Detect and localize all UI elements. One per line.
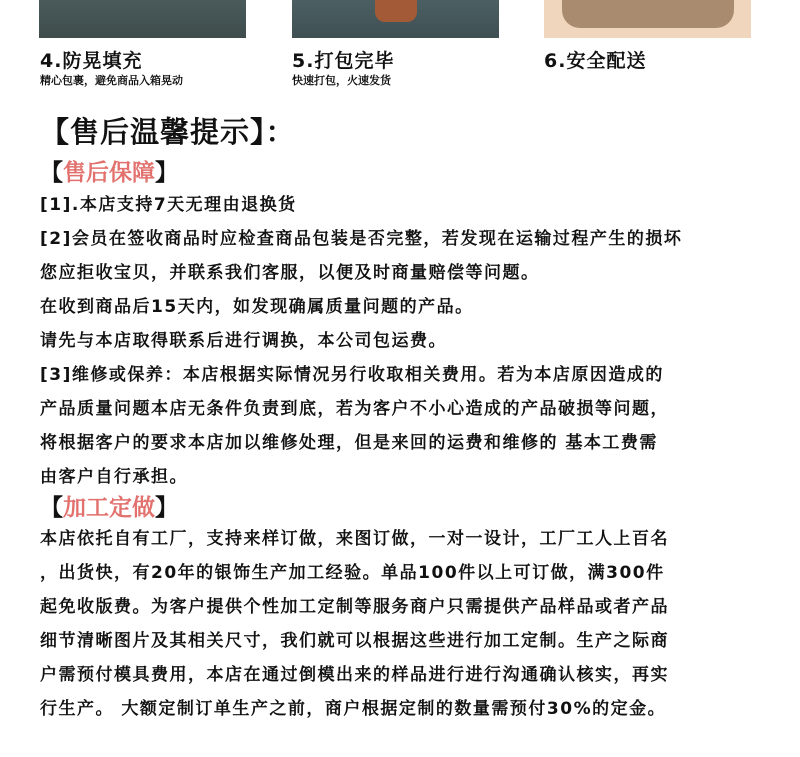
text-line: 户需预付模具费用，本店在通过倒模出来的样品进行进行沟通确认核实，再实: [40, 665, 669, 685]
section-label: 售后保障: [63, 160, 155, 186]
step-4-desc: 精心包裹，避免商品入箱晃动: [40, 74, 183, 87]
text-line: 起免收版费。为客户提供个性加工定制等服务商户只需提供产品样品或者产品: [40, 597, 669, 617]
step-5-title: 5.打包完毕: [292, 50, 395, 72]
step-6-photo: [544, 0, 751, 38]
section-title-custom-processing: 【加工定做】: [40, 495, 178, 521]
text-line: 细节清晰图片及其相关尺寸，我们就可以根据这些进行加工定制。生产之际商: [40, 631, 669, 651]
text-line: 本店依托自有工厂，支持来样订做，来图订做，一对一设计，工厂工人上百名: [40, 529, 669, 549]
text-line: 在收到商品后15天内，如发现确属质量问题的产品。: [40, 297, 474, 317]
text-line: ，出货快，有20年的银饰生产加工经验。单品100件以上可订做，满300件: [40, 563, 665, 583]
text-line: [2]会员在签收商品时应检查商品包装是否完整，若发现在运输过程产生的损坏: [40, 229, 683, 249]
section-label: 加工定做: [63, 495, 155, 521]
main-title: 【售后温馨提示】：: [40, 115, 296, 149]
step-4-photo: [39, 0, 246, 38]
step-4-title: 4.防晃填充: [40, 50, 143, 72]
text-line: [3]维修或保养：本店根据实际情况另行收取相关费用。若为本店原因造成的: [40, 365, 664, 385]
text-line: 行生产。 大额定制订单生产之前，商户根据定制的数量需预付30%的定金。: [40, 699, 667, 719]
text-line: 您应拒收宝贝，并联系我们客服，以便及时商量赔偿等问题。: [40, 263, 540, 283]
step-5-desc: 快速打包，火速发货: [292, 74, 391, 87]
step-6-title: 6.安全配送: [544, 50, 647, 72]
text-line: 将根据客户的要求本店加以维修处理，但是来回的运费和维修的 基本工费需: [40, 433, 658, 453]
text-line: 产品质量问题本店无条件负责到底，若为客户不小心造成的产品破损等问题，: [40, 399, 669, 419]
section-title-after-sales: 【售后保障】: [40, 160, 178, 186]
text-line: 由客户自行承担。: [40, 467, 188, 487]
text-line: [1].本店支持7天无理由退换货: [40, 195, 297, 215]
step-5-photo: [292, 0, 499, 38]
text-line: 请先与本店取得联系后进行调换，本公司包运费。: [40, 331, 447, 351]
